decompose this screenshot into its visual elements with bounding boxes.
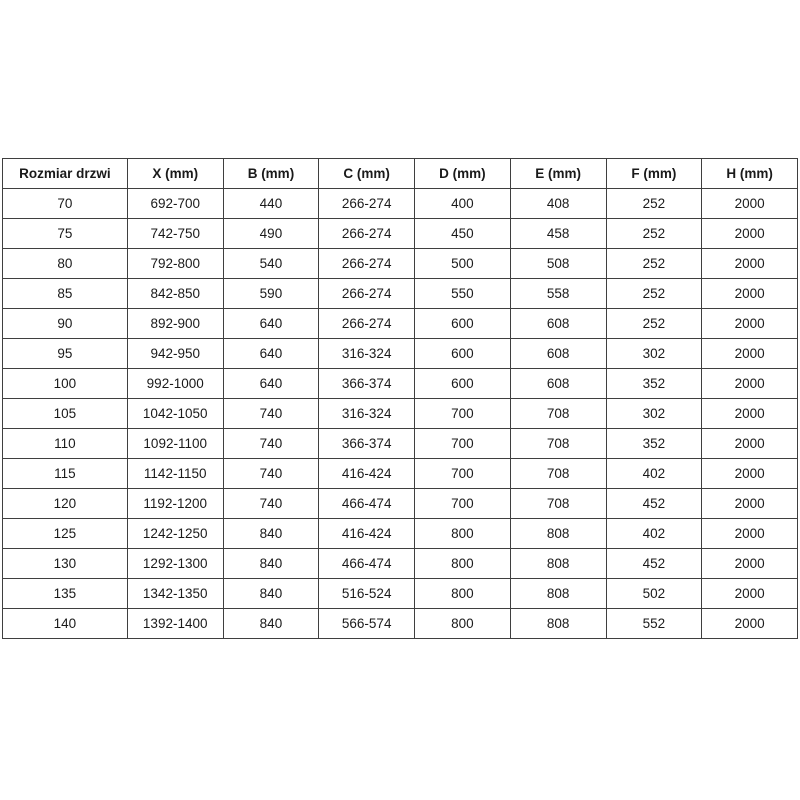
table-cell: 266-274 xyxy=(319,249,415,279)
table-cell: 1142-1150 xyxy=(127,459,223,489)
table-cell: 366-374 xyxy=(319,429,415,459)
table-cell: 135 xyxy=(3,579,128,609)
table-cell: 808 xyxy=(510,519,606,549)
table-cell: 992-1000 xyxy=(127,369,223,399)
table-cell: 516-524 xyxy=(319,579,415,609)
table-cell: 90 xyxy=(3,309,128,339)
table-cell: 808 xyxy=(510,609,606,639)
table-cell: 600 xyxy=(415,369,511,399)
table-cell: 252 xyxy=(606,249,702,279)
table-cell: 2000 xyxy=(702,579,798,609)
table-row xyxy=(3,429,798,459)
table-cell: 70 xyxy=(3,189,128,219)
table-cell: 452 xyxy=(606,549,702,579)
table-cell: 85 xyxy=(3,279,128,309)
table-cell: 800 xyxy=(415,519,511,549)
table-cell: 316-324 xyxy=(319,339,415,369)
table-cell: 352 xyxy=(606,429,702,459)
table-cell: 692-700 xyxy=(127,189,223,219)
table-cell: 2000 xyxy=(702,609,798,639)
table-cell: 608 xyxy=(510,369,606,399)
table-cell: 130 xyxy=(3,549,128,579)
table-cell: 252 xyxy=(606,219,702,249)
table-row xyxy=(3,549,798,579)
table-cell: 105 xyxy=(3,399,128,429)
table-cell: 558 xyxy=(510,279,606,309)
table-cell: 708 xyxy=(510,459,606,489)
table-row xyxy=(3,369,798,399)
table-cell: 800 xyxy=(415,549,511,579)
table-cell: 2000 xyxy=(702,369,798,399)
table-row xyxy=(3,579,798,609)
table-cell: 252 xyxy=(606,279,702,309)
table-cell: 266-274 xyxy=(319,219,415,249)
column-header: C (mm) xyxy=(319,159,415,189)
table-cell: 608 xyxy=(510,339,606,369)
table-cell: 466-474 xyxy=(319,549,415,579)
table-cell: 1092-1100 xyxy=(127,429,223,459)
table-row xyxy=(3,609,798,639)
table-cell: 800 xyxy=(415,579,511,609)
table-row xyxy=(3,219,798,249)
table-row xyxy=(3,339,798,369)
table-cell: 266-274 xyxy=(319,279,415,309)
table-cell: 416-424 xyxy=(319,459,415,489)
table-cell: 792-800 xyxy=(127,249,223,279)
table-cell: 440 xyxy=(223,189,319,219)
table-cell: 2000 xyxy=(702,249,798,279)
table-cell: 266-274 xyxy=(319,189,415,219)
table-cell: 700 xyxy=(415,399,511,429)
table-row xyxy=(3,399,798,429)
door-size-table xyxy=(2,158,798,639)
table-row xyxy=(3,189,798,219)
table-cell: 366-374 xyxy=(319,369,415,399)
table-cell: 1192-1200 xyxy=(127,489,223,519)
table-cell: 640 xyxy=(223,339,319,369)
table-cell: 402 xyxy=(606,519,702,549)
table-row xyxy=(3,309,798,339)
table-cell: 2000 xyxy=(702,429,798,459)
table-row xyxy=(3,489,798,519)
table-cell: 120 xyxy=(3,489,128,519)
table-cell: 840 xyxy=(223,609,319,639)
table-cell: 740 xyxy=(223,489,319,519)
table-cell: 1392-1400 xyxy=(127,609,223,639)
table-cell: 1042-1050 xyxy=(127,399,223,429)
table-cell: 2000 xyxy=(702,519,798,549)
table-cell: 502 xyxy=(606,579,702,609)
table-cell: 452 xyxy=(606,489,702,519)
table-cell: 2000 xyxy=(702,339,798,369)
table-cell: 2000 xyxy=(702,219,798,249)
table-cell: 840 xyxy=(223,549,319,579)
column-header: F (mm) xyxy=(606,159,702,189)
table-cell: 2000 xyxy=(702,399,798,429)
table-cell: 316-324 xyxy=(319,399,415,429)
table-cell: 2000 xyxy=(702,279,798,309)
table-cell: 2000 xyxy=(702,189,798,219)
table-cell: 2000 xyxy=(702,309,798,339)
table-cell: 740 xyxy=(223,429,319,459)
column-header: H (mm) xyxy=(702,159,798,189)
column-header: B (mm) xyxy=(223,159,319,189)
table-cell: 408 xyxy=(510,189,606,219)
table-cell: 800 xyxy=(415,609,511,639)
table-cell: 500 xyxy=(415,249,511,279)
table-cell: 110 xyxy=(3,429,128,459)
table-cell: 708 xyxy=(510,489,606,519)
table-cell: 100 xyxy=(3,369,128,399)
table-cell: 566-574 xyxy=(319,609,415,639)
table-row xyxy=(3,249,798,279)
table-cell: 808 xyxy=(510,579,606,609)
table-cell: 708 xyxy=(510,399,606,429)
table-cell: 708 xyxy=(510,429,606,459)
table-cell: 808 xyxy=(510,549,606,579)
table-cell: 266-274 xyxy=(319,309,415,339)
table-row xyxy=(3,459,798,489)
table-cell: 80 xyxy=(3,249,128,279)
table-cell: 490 xyxy=(223,219,319,249)
table-cell: 252 xyxy=(606,189,702,219)
table-cell: 252 xyxy=(606,309,702,339)
table-cell: 302 xyxy=(606,339,702,369)
table-cell: 942-950 xyxy=(127,339,223,369)
table-cell: 1292-1300 xyxy=(127,549,223,579)
column-header: X (mm) xyxy=(127,159,223,189)
table-body xyxy=(3,189,798,639)
table-cell: 842-850 xyxy=(127,279,223,309)
table-cell: 466-474 xyxy=(319,489,415,519)
table-cell: 450 xyxy=(415,219,511,249)
header-row xyxy=(3,159,798,189)
table-cell: 740 xyxy=(223,399,319,429)
table-cell: 140 xyxy=(3,609,128,639)
table-cell: 2000 xyxy=(702,489,798,519)
table-cell: 552 xyxy=(606,609,702,639)
table-cell: 550 xyxy=(415,279,511,309)
table-cell: 352 xyxy=(606,369,702,399)
table-cell: 608 xyxy=(510,309,606,339)
table-cell: 590 xyxy=(223,279,319,309)
table-cell: 1342-1350 xyxy=(127,579,223,609)
table-cell: 508 xyxy=(510,249,606,279)
table-cell: 115 xyxy=(3,459,128,489)
table-cell: 700 xyxy=(415,429,511,459)
table-row xyxy=(3,279,798,309)
table-cell: 458 xyxy=(510,219,606,249)
table-cell: 125 xyxy=(3,519,128,549)
table-cell: 742-750 xyxy=(127,219,223,249)
table-cell: 700 xyxy=(415,489,511,519)
table-cell: 1242-1250 xyxy=(127,519,223,549)
column-header: D (mm) xyxy=(415,159,511,189)
table-cell: 840 xyxy=(223,519,319,549)
table-cell: 700 xyxy=(415,459,511,489)
column-header: E (mm) xyxy=(510,159,606,189)
table-cell: 840 xyxy=(223,579,319,609)
table-cell: 540 xyxy=(223,249,319,279)
table-cell: 640 xyxy=(223,369,319,399)
table-cell: 402 xyxy=(606,459,702,489)
table-cell: 892-900 xyxy=(127,309,223,339)
table-cell: 95 xyxy=(3,339,128,369)
table-cell: 2000 xyxy=(702,549,798,579)
table-cell: 2000 xyxy=(702,459,798,489)
table-cell: 400 xyxy=(415,189,511,219)
table-cell: 600 xyxy=(415,309,511,339)
table-cell: 640 xyxy=(223,309,319,339)
table-cell: 740 xyxy=(223,459,319,489)
table-cell: 600 xyxy=(415,339,511,369)
table-cell: 75 xyxy=(3,219,128,249)
table-cell: 302 xyxy=(606,399,702,429)
column-header: Rozmiar drzwi xyxy=(3,159,128,189)
table-row xyxy=(3,519,798,549)
table-cell: 416-424 xyxy=(319,519,415,549)
